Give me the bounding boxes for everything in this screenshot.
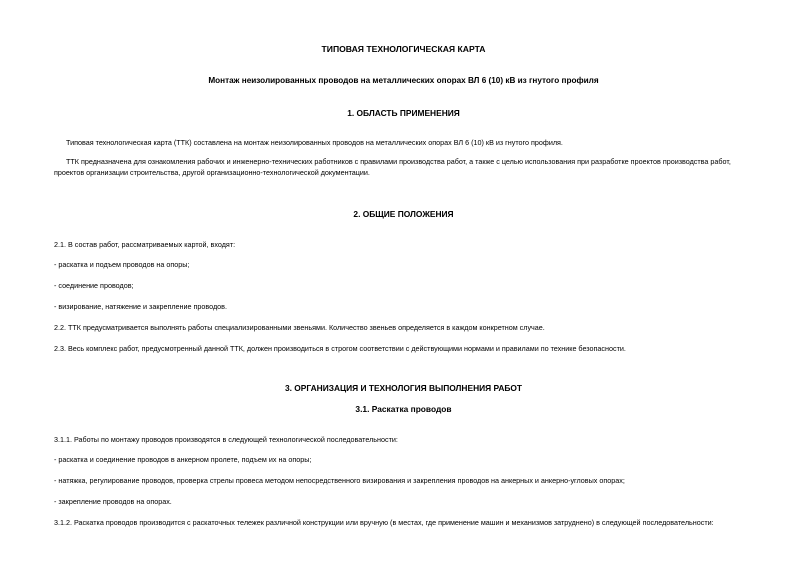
- section-2-bullet-1: - раскатка и подъем проводов на опоры;: [54, 260, 190, 269]
- section-2-paragraph-1: 2.1. В состав работ, рассматриваемых картой, входят:: [54, 240, 236, 249]
- section-3-bullet-1: - раскатка и соединение проводов в анкерном пролете, подъем их на опоры;: [54, 455, 312, 464]
- section-3-paragraph-1: 3.1.1. Работы по монтажу проводов производятся в следующей технологической последовательности:: [54, 435, 398, 444]
- section-1-paragraph-1: Типовая технологическая карта (ТТК) составлена на монтаж неизолированных проводов на металлических опорах ВЛ 6 (10) кВ из гнутого профиля.: [66, 138, 563, 147]
- section-2-bullet-3: - визирование, натяжение и закрепление проводов.: [54, 302, 227, 311]
- section-3-paragraph-2: 3.1.2. Раскатка проводов производится с раскаточных тележек различной конструкции или вручную (в местах, где применение машин и механизмов затруднено) в следующей последовательности:: [54, 518, 714, 527]
- section-2-paragraph-2: 2.2. ТТК предусматривается выполнять работы специализированными звеньями. Количество звеньев определяется в каждом конкретном случае.: [54, 323, 545, 332]
- section-1-heading: 1. ОБЛАСТЬ ПРИМЕНЕНИЯ: [347, 108, 460, 118]
- document-subtitle: Монтаж неизолированных проводов на металлических опорах ВЛ 6 (10) кВ из гнутого профиля: [208, 76, 599, 85]
- section-3-bullet-2: - натяжка, регулирование проводов, проверка стрелы провеса методом непосредственного визирования и закрепления проводов на анкерных и анкерно-угловых опорах;: [54, 476, 625, 485]
- section-3-subheading: 3.1. Раскатка проводов: [355, 404, 452, 414]
- section-2-paragraph-3: 2.3. Весь комплекс работ, предусмотренный данной ТТК, должен производиться в строгом соответствии с действующими нормами и правилами по технике безопасности.: [54, 344, 626, 353]
- section-3-bullet-3: - закрепление проводов на опорах.: [54, 497, 172, 506]
- section-2-bullet-2: - соединение проводов;: [54, 281, 134, 290]
- section-1-paragraph-2: ТТК предназначена для ознакомления рабочих и инженерно-технических работников с правилами производства работ, а также с целью использования при разработке проектов производства работ, проектов организации строительства, другой организационно-технологической документации.: [54, 157, 731, 177]
- section-3-heading: 3. ОРГАНИЗАЦИЯ И ТЕХНОЛОГИЯ ВЫПОЛНЕНИЯ РАБОТ: [284, 383, 523, 393]
- section-2-heading: 2. ОБЩИЕ ПОЛОЖЕНИЯ: [353, 209, 454, 219]
- document-title: ТИПОВАЯ ТЕХНОЛОГИЧЕСКАЯ КАРТА: [321, 44, 486, 54]
